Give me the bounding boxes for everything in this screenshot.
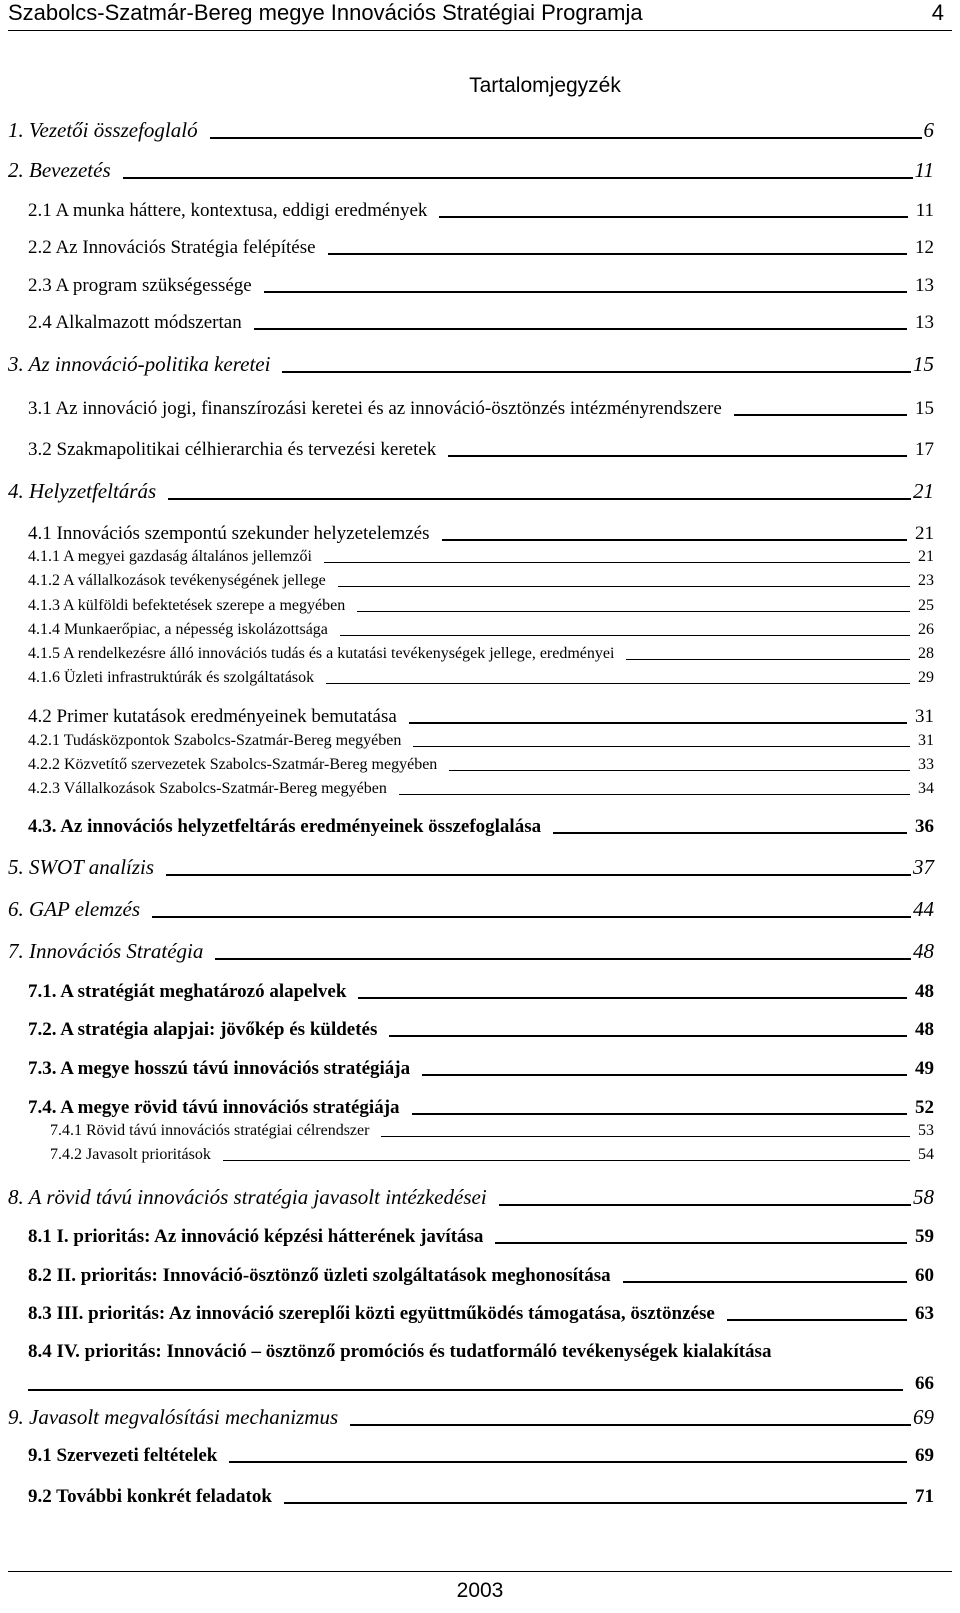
toc-entry-page: 52	[915, 1097, 934, 1118]
toc-entry-text: 2.4 Alkalmazott módszertan	[28, 312, 242, 333]
toc-entry-8-1[interactable]	[28, 1225, 934, 1249]
toc-entry-text: 4.1.1 A megyei gazdaság általános jellemzői	[28, 548, 312, 565]
toc-entry-4[interactable]	[8, 477, 934, 505]
toc-entry-1[interactable]	[8, 116, 934, 144]
toc-entry-2-4[interactable]	[28, 311, 934, 335]
toc-entry-text: 8. A rövid távú innovációs stratégia javasolt intézkedései	[8, 1185, 487, 1209]
toc-entry-2-3[interactable]	[28, 274, 934, 298]
toc-entry-9-1[interactable]	[28, 1444, 934, 1468]
toc-entry-text: 4.2.2 Közvetítő szervezetek Szabolcs-Szatmár-Bereg megyében	[28, 756, 438, 773]
toc-entry-4-1-6[interactable]	[28, 668, 934, 688]
toc-leader	[553, 832, 907, 834]
toc-entry-page: 21	[918, 548, 934, 565]
toc-entry-9-2[interactable]	[28, 1485, 934, 1509]
toc-entry-7-4[interactable]	[28, 1096, 934, 1120]
page-header	[8, 0, 952, 31]
toc-entry-7-1[interactable]	[28, 980, 934, 1004]
toc-entry-page: 33	[918, 756, 934, 773]
toc-entry-page: 69	[915, 1445, 934, 1466]
toc-entry-9[interactable]	[8, 1403, 934, 1431]
toc-leader	[389, 1035, 907, 1037]
toc-leader	[495, 1242, 907, 1244]
toc-entry-5[interactable]	[8, 853, 934, 881]
toc-entry-text: 7.1. A stratégiát meghatározó alapelvek	[28, 981, 347, 1002]
toc-leader	[399, 794, 910, 795]
toc-entry-4-1-5[interactable]	[28, 644, 934, 664]
toc-entry-page: 11	[915, 200, 934, 221]
toc-leader	[152, 916, 911, 918]
toc-entry-page: 71	[915, 1486, 934, 1507]
toc-leader	[358, 997, 907, 999]
toc-leader	[413, 746, 910, 747]
toc-entry-page: 25	[918, 597, 934, 614]
toc-entry-7-4-1[interactable]	[50, 1121, 934, 1141]
toc-leader	[28, 1389, 903, 1391]
toc-entry-text: 3.2 Szakmapolitikai célhierarchia és tervezési keretek	[28, 439, 437, 460]
toc-leader	[123, 177, 913, 179]
toc-entry-page: 54	[918, 1146, 934, 1163]
toc-title: Tartalomjegyzék	[469, 74, 621, 97]
toc-entry-text: 2.2 Az Innovációs Stratégia felépítése	[28, 237, 316, 258]
toc-entry-text: 7.4.2 Javasolt prioritások	[50, 1146, 211, 1163]
toc-leader	[284, 1502, 907, 1504]
toc-entry-page: 12	[915, 237, 934, 258]
toc-entry-text: 4.3. Az innovációs helyzetfeltárás eredményeinek összefoglalása	[28, 816, 542, 837]
toc-entry-page: 37	[913, 855, 934, 879]
toc-leader	[229, 1461, 907, 1463]
toc-entry-4-1-1[interactable]	[28, 547, 934, 567]
toc-leader	[623, 1281, 907, 1283]
toc-entry-text: 4.1.4 Munkaerőpiac, a népesség iskolázottsága	[28, 621, 328, 638]
toc-leader	[727, 1319, 907, 1321]
page-footer	[8, 1571, 952, 1604]
toc-leader	[168, 498, 911, 500]
toc-entry-8-4[interactable]	[28, 1340, 934, 1396]
toc-entry-page: 11	[914, 158, 934, 182]
toc-leader	[324, 562, 910, 563]
toc-leader	[350, 1424, 911, 1426]
toc-entry-3[interactable]	[8, 350, 934, 378]
toc-entry-page: 69	[913, 1405, 934, 1429]
toc-leader	[264, 291, 907, 293]
toc-entry-text: 8.2 II. prioritás: Innováció-ösztönző üzleti szolgáltatások meghonosítása	[28, 1265, 611, 1286]
toc-leader	[626, 659, 910, 660]
toc-entry-4-3[interactable]	[28, 815, 934, 839]
toc-entry-text: 2.1 A munka háttere, kontextusa, eddigi eredmények	[28, 200, 428, 221]
toc-entry-text: 8.3 III. prioritás: Az innováció szereplői közti együttműködés támogatása, ösztönzése	[28, 1303, 715, 1324]
toc-entry-4-2-3[interactable]	[28, 779, 934, 799]
toc-entry-text: 4.1.6 Üzleti infrastruktúrák és szolgáltatások	[28, 669, 315, 686]
toc-entry-text: 4. Helyzetfeltárás	[8, 479, 157, 503]
toc-leader	[340, 635, 910, 636]
toc-entry-8-2[interactable]	[28, 1264, 934, 1288]
toc-entry-text: 4.2.3 Vállalkozások Szabolcs-Szatmár-Bereg megyében	[28, 780, 387, 797]
toc-entry-page: 59	[915, 1226, 934, 1247]
toc-entry-8-3[interactable]	[28, 1302, 934, 1326]
toc-entry-text: 4.1.3 A külföldi befektetések szerepe a megyében	[28, 597, 346, 614]
toc-entry-page: 53	[918, 1122, 934, 1139]
toc-leader	[166, 874, 911, 876]
header-title: Szabolcs-Szatmár-Bereg megye Innovációs Stratégiai Programja	[8, 0, 643, 25]
toc-entry-6[interactable]	[8, 895, 934, 923]
toc-entry-3-2[interactable]	[28, 438, 934, 462]
toc-entry-page: 23	[918, 572, 934, 589]
toc-entry-text: 4.1.2 A vállalkozások tevékenységének jellege	[28, 572, 326, 589]
toc-entry-text: 6. GAP elemzés	[8, 897, 140, 921]
toc-entry-text: 8.4 IV. prioritás: Innováció – ösztönző promóciós és tudatformáló tevékenységek kialakítása	[28, 1341, 772, 1362]
toc-entry-3-1[interactable]	[28, 397, 934, 421]
toc-entry-text: 3. Az innováció-politika keretei	[8, 352, 271, 376]
toc-entry-text: 7.4. A megye rövid távú innovációs stratégiája	[28, 1097, 400, 1118]
toc-leader	[326, 683, 910, 684]
toc-entry-2-2[interactable]	[28, 236, 934, 260]
toc-entry-text: 2. Bevezetés	[8, 158, 111, 182]
toc-entry-page: 31	[915, 706, 934, 727]
toc-entry-text: 4.1 Innovációs szempontú szekunder helyzetelemzés	[28, 523, 430, 544]
toc-leader	[357, 611, 910, 612]
toc-entry-4-2-2[interactable]	[28, 755, 934, 775]
toc-entry-text: 4.2.1 Tudásközpontok Szabolcs-Szatmár-Bereg megyében	[28, 732, 402, 749]
toc-entry-text: 7.4.1 Rövid távú innovációs stratégiai célrendszer	[50, 1122, 370, 1139]
toc-leader	[442, 539, 908, 541]
toc-leader	[254, 328, 907, 330]
toc-leader	[499, 1204, 911, 1206]
toc-entry-page: 49	[915, 1058, 934, 1079]
header-page-number: 4	[931, 0, 944, 25]
toc-entry-text: 2.3 A program szükségessége	[28, 275, 252, 296]
toc-entry-page: 48	[915, 981, 934, 1002]
toc-entry-text: 4.2 Primer kutatások eredményeinek bemutatása	[28, 706, 397, 727]
toc-leader	[215, 958, 911, 960]
toc-entry-text: 7.2. A stratégia alapjai: jövőkép és küldetés	[28, 1019, 378, 1040]
toc-entry-page: 26	[918, 621, 934, 638]
toc-entry-text: 8.1 I. prioritás: Az innováció képzési hátterének javítása	[28, 1226, 484, 1247]
toc-leader	[381, 1136, 910, 1137]
toc-entry-7-2[interactable]	[28, 1018, 934, 1042]
toc-entry-page: 29	[918, 669, 934, 686]
toc-entry-4-1-2[interactable]	[28, 571, 934, 591]
toc-entry-page: 36	[915, 816, 934, 837]
toc-leader	[338, 586, 910, 587]
toc-entry-page: 44	[913, 897, 934, 921]
toc-entry-2-1[interactable]	[28, 199, 934, 223]
toc-leader	[409, 722, 907, 724]
toc-entry-text: 7.3. A megye hosszú távú innovációs stratégiája	[28, 1058, 411, 1079]
toc-leader	[734, 414, 907, 416]
toc-entry-page: 58	[913, 1185, 934, 1209]
toc-entry-page: 63	[915, 1303, 934, 1324]
toc-entry-4-2-1[interactable]	[28, 731, 934, 751]
toc-entry-page: 31	[918, 732, 934, 749]
toc-leader	[223, 1160, 910, 1161]
toc-entry-text: 9. Javasolt megvalósítási mechanizmus	[8, 1405, 339, 1429]
toc-leader	[422, 1074, 907, 1076]
toc-entry-8[interactable]	[8, 1183, 934, 1211]
toc-entry-text: 7. Innovációs Stratégia	[8, 939, 204, 963]
toc-entry-4-1-4[interactable]	[28, 620, 934, 640]
toc-entry-page: 13	[915, 275, 934, 296]
toc-leader	[282, 371, 911, 373]
toc-entry-page: 21	[913, 479, 934, 503]
toc-entry-page: 28	[918, 645, 934, 662]
toc-entry-page: 17	[915, 439, 934, 460]
toc-leader	[448, 455, 907, 457]
toc-entry-page: 15	[915, 398, 934, 419]
toc-entry-7[interactable]	[8, 937, 934, 965]
toc-leader	[412, 1113, 907, 1115]
toc-entry-4-2[interactable]	[28, 705, 934, 729]
toc-entry-text: 1. Vezetői összefoglaló	[8, 118, 198, 142]
toc-entry-4-1[interactable]	[28, 522, 934, 546]
toc-entry-page: 13	[915, 312, 934, 333]
toc-entry-page: 15	[913, 352, 934, 376]
toc-entry-7-4-2[interactable]	[50, 1145, 934, 1165]
toc-entry-text: 9.1 Szervezeti feltételek	[28, 1445, 218, 1466]
toc-entry-text: 5. SWOT analízis	[8, 855, 155, 879]
toc-entry-page: 48	[915, 1019, 934, 1040]
toc-leader	[439, 216, 907, 218]
toc-leader	[210, 137, 922, 139]
footer-year: 2003	[456, 1579, 504, 1602]
toc-entry-4-1-3[interactable]	[28, 596, 934, 616]
toc-leader	[328, 253, 907, 255]
toc-entry-text: 9.2 További konkrét feladatok	[28, 1486, 272, 1507]
toc-entry-page: 66	[915, 1373, 934, 1394]
toc-entry-text: 3.1 Az innováció jogi, finanszírozási keretei és az innováció-ösztönzés intézményrendszere	[28, 398, 722, 419]
toc-entry-text: 4.1.5 A rendelkezésre álló innovációs tudás és a kutatási tevékenységek jellege, eredményei	[28, 645, 615, 662]
toc-entry-page: 34	[918, 780, 934, 797]
toc-entry-page: 48	[913, 939, 934, 963]
toc-entry-page: 60	[915, 1265, 934, 1286]
toc-entry-7-3[interactable]	[28, 1057, 934, 1081]
toc-entry-2[interactable]	[8, 156, 934, 184]
toc-entry-page: 6	[923, 118, 934, 142]
toc-leader	[449, 770, 910, 771]
toc-entry-page: 21	[915, 523, 934, 544]
